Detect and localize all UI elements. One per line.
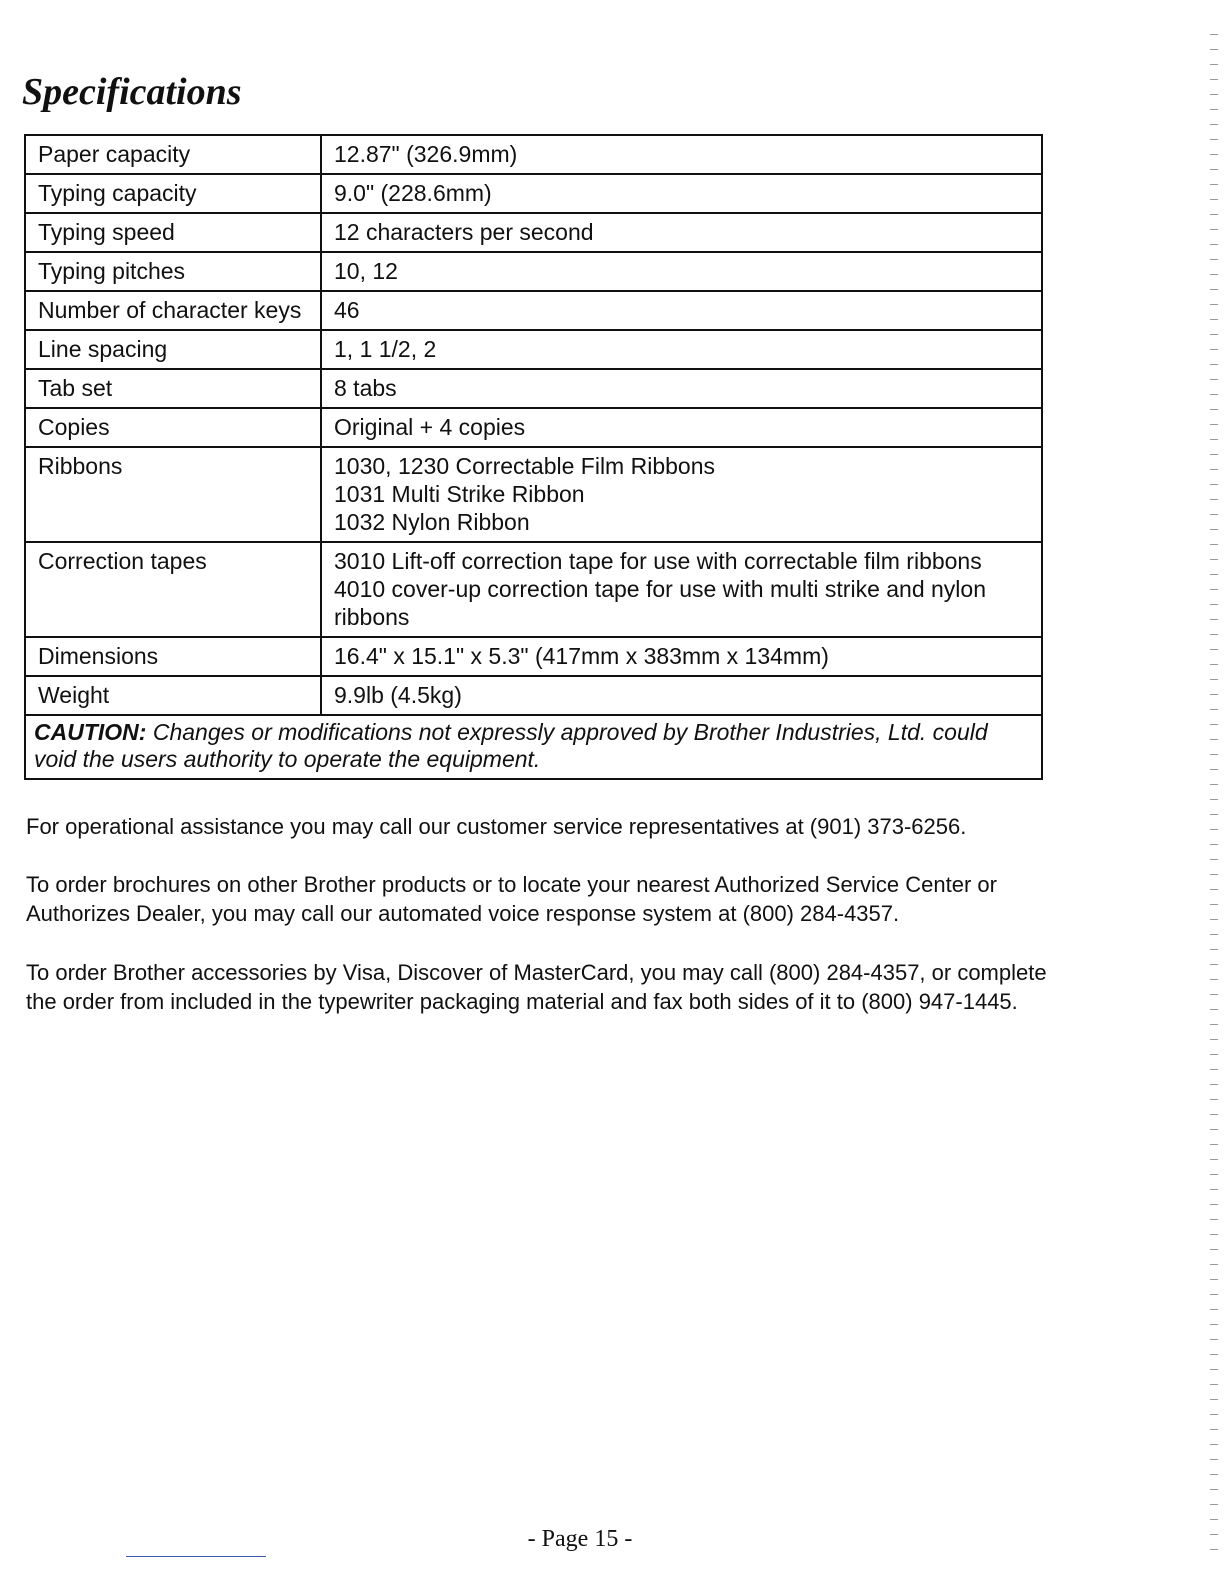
spec-value-line: 1, 1 1/2, 2	[334, 336, 437, 362]
spec-label: Tab set	[25, 369, 321, 408]
spec-value	[321, 542, 1042, 637]
spec-label: Line spacing	[25, 330, 321, 369]
spec-value	[321, 213, 1042, 252]
spec-value-line: 1030, 1230 Correctable Film Ribbons	[334, 453, 715, 479]
spec-value-line: 3010 Lift-off correction tape for use with correctable film ribbons	[334, 548, 982, 574]
spec-label: Correction tapes	[25, 542, 321, 637]
spec-value-line: Original + 4 copies	[334, 414, 526, 440]
spec-value-line: 8 tabs	[334, 375, 397, 401]
spec-value	[321, 135, 1042, 174]
scan-edge-marks	[1210, 20, 1218, 1560]
spec-value	[321, 408, 1042, 447]
page-number: - Page 15 -	[527, 1526, 633, 1552]
spec-value-line: ribbons	[334, 604, 410, 630]
spec-label: Weight	[25, 676, 321, 715]
scan-rule-line	[126, 1556, 266, 1557]
paragraph-customer-service: For operational assistance you may call our customer service representatives at (901) 373-6256.	[26, 814, 967, 839]
spec-row	[25, 174, 1042, 213]
spec-label: Typing pitches	[25, 252, 321, 291]
caution-cell	[25, 715, 1042, 779]
caution-text: Changes or modifications not expressly approved by Brother Industries, Ltd. could void the users authority to operate the equipment.	[34, 719, 988, 772]
spec-label: Number of character keys	[25, 291, 321, 330]
spec-label: Paper capacity	[25, 135, 321, 174]
spec-value-line: 4010 cover-up correction tape for use with multi strike and nylon	[334, 576, 986, 602]
specifications-table-body	[25, 135, 1042, 715]
specifications-table	[24, 134, 1043, 780]
caution-lead: CAUTION:	[34, 719, 147, 745]
caution-row	[25, 715, 1042, 779]
spec-value-line: 16.4" x 15.1" x 5.3" (417mm x 383mm x 134mm)	[334, 643, 829, 669]
spec-value-line: 1031 Multi Strike Ribbon	[334, 481, 585, 507]
spec-value	[321, 252, 1042, 291]
spec-row	[25, 252, 1042, 291]
paragraph-accessories: To order Brother accessories by Visa, Discover of MasterCard, you may call (800) 284-4357, or complete the order from included in the typewriter packaging material and fax both sides of it to (800) 947-1445.	[26, 960, 1047, 1014]
spec-value-line: 12.87" (326.9mm)	[334, 141, 518, 167]
spec-row	[25, 676, 1042, 715]
spec-label: Dimensions	[25, 637, 321, 676]
spec-value-line: 12 characters per second	[334, 219, 594, 245]
spec-value-line: 9.9lb (4.5kg)	[334, 682, 462, 708]
spec-value	[321, 291, 1042, 330]
spec-value	[321, 174, 1042, 213]
spec-label: Typing capacity	[25, 174, 321, 213]
paragraph-brochures: To order brochures on other Brother products or to locate your nearest Authorized Service Center or Authorizes Dealer, you may call our automated voice response system at (800) 284-4357.	[26, 872, 997, 926]
spec-row	[25, 291, 1042, 330]
spec-row	[25, 213, 1042, 252]
spec-row	[25, 542, 1042, 637]
spec-row	[25, 447, 1042, 542]
spec-value	[321, 447, 1042, 542]
spec-value	[321, 637, 1042, 676]
spec-value	[321, 369, 1042, 408]
spec-label: Ribbons	[25, 447, 321, 542]
spec-value-line: 1032 Nylon Ribbon	[334, 509, 530, 535]
spec-row	[25, 369, 1042, 408]
spec-value-line: 9.0" (228.6mm)	[334, 180, 492, 206]
spec-label: Copies	[25, 408, 321, 447]
spec-value	[321, 676, 1042, 715]
spec-value-line: 46	[334, 297, 360, 323]
spec-label: Typing speed	[25, 213, 321, 252]
spec-row	[25, 408, 1042, 447]
spec-row	[25, 330, 1042, 369]
spec-value	[321, 330, 1042, 369]
spec-row	[25, 637, 1042, 676]
spec-value-line: 10, 12	[334, 258, 398, 284]
spec-row	[25, 135, 1042, 174]
page-title: Specifications	[22, 71, 242, 113]
